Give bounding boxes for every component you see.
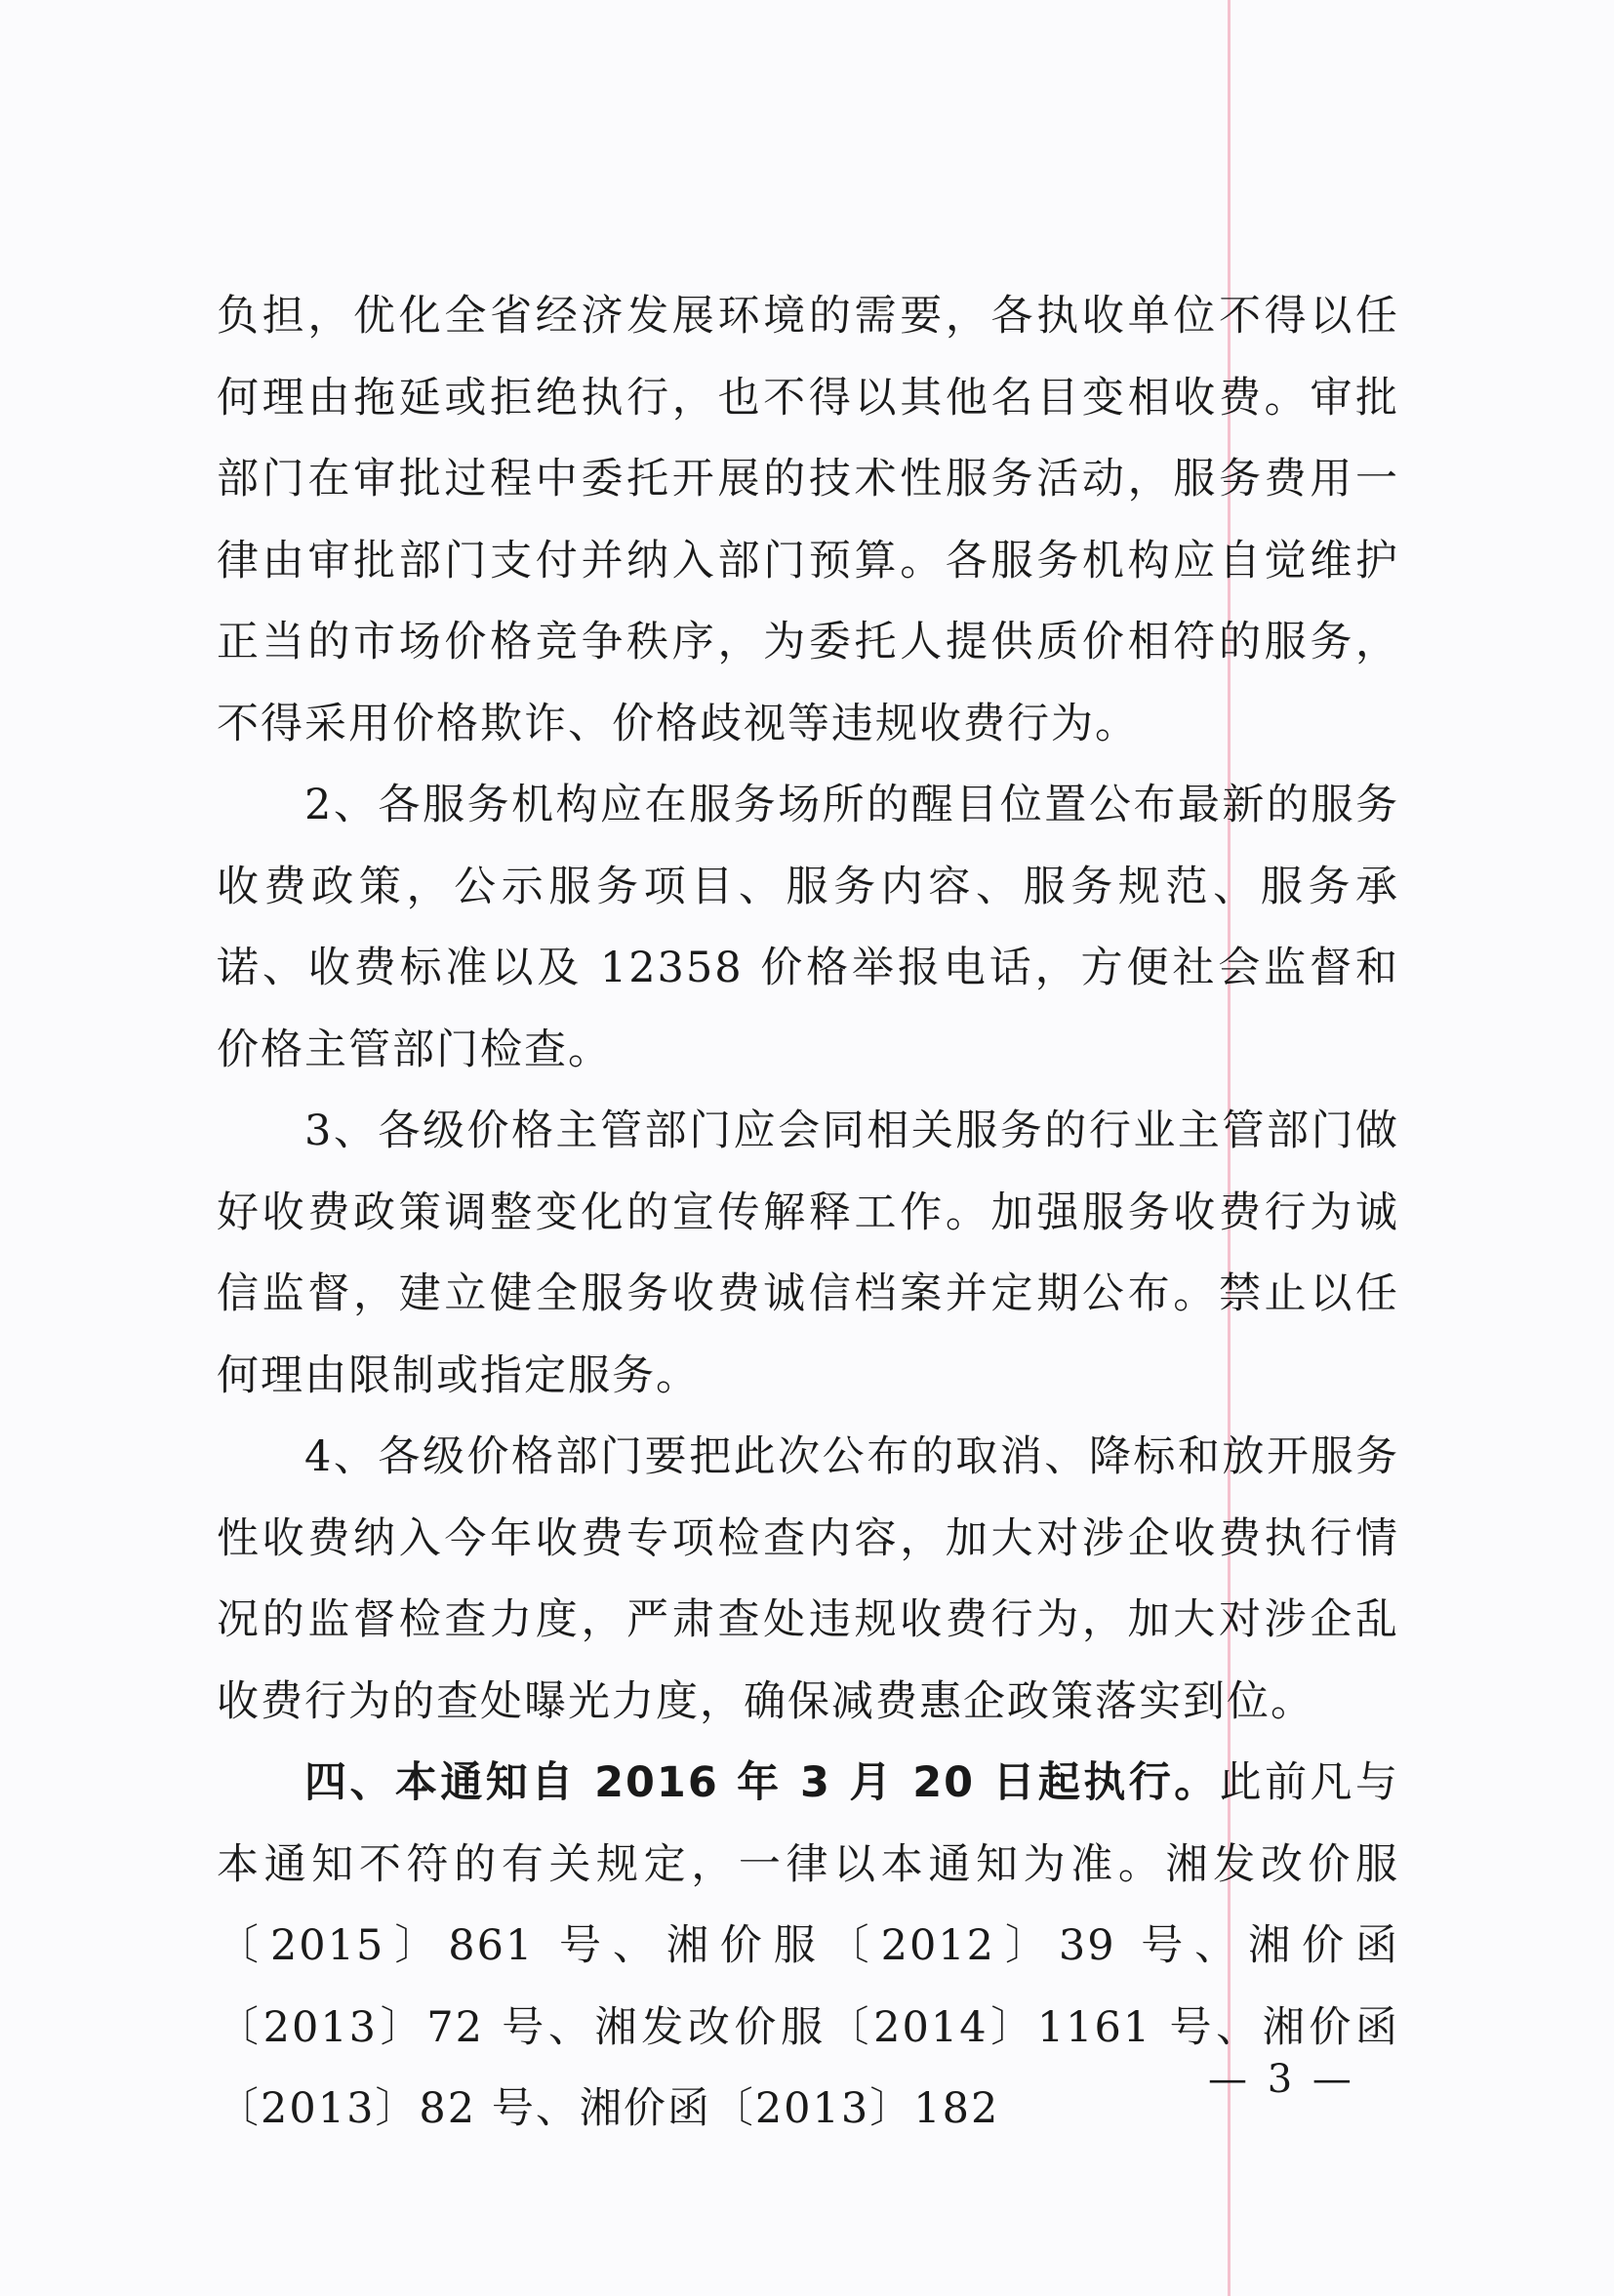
document-body — [217, 276, 1399, 2151]
section-four-heading: 四、本通知自 2016 年 3 月 20 日起执行。 — [304, 1758, 1220, 1807]
section-four-text: 此前凡与本通知不符的有关规定，一律以本通知为准。湘发改价服〔2015〕861 号、湘价服〔2012〕39 号、湘价函〔2013〕72 号、湘发改价服〔2014〕1161 号、湘价函〔2013〕82 号、湘价函〔2013〕182 — [217, 1758, 1399, 2133]
paragraph-continuation: 负担，优化全省经济发展环境的需要，各执收单位不得以任何理由拖延或拒绝执行，也不得以其他名目变相收费。审批部门在审批过程中委托开展的技术性服务活动，服务费用一律由审批部门支付并纳入部门预算。各服务机构应自觉维护正当的市场价格竞争秩序，为委托人提供质价相符的服务，不得采用价格欺诈、价格歧视等违规收费行为。 — [217, 292, 1399, 748]
page-number: — 3 — — [1208, 2057, 1355, 2102]
paragraph-item-4: 4、各级价格部门要把此次公布的取消、降标和放开服务性收费纳入今年收费专项检查内容，加大对涉企收费执行情况的监督检查力度，严肃查处违规收费行为，加大对涉企乱收费行为的查处曝光力度，确保减费惠企政策落实到位。 — [217, 1432, 1399, 1726]
paragraph-item-2: 2、各服务机构应在服务场所的醒目位置公布最新的服务收费政策，公示服务项目、服务内容、服务规范、服务承诺、收费标准以及 12358 价格举报电话，方便社会监督和价格主管部门检查。 — [217, 781, 1399, 1074]
paragraph-item-3: 3、各级价格主管部门应会同相关服务的行业主管部门做好收费政策调整变化的宣传解释工作。加强服务收费行为诚信监督，建立健全服务收费诚信档案并定期公布。禁止以任何理由限制或指定服务。 — [217, 1107, 1399, 1400]
